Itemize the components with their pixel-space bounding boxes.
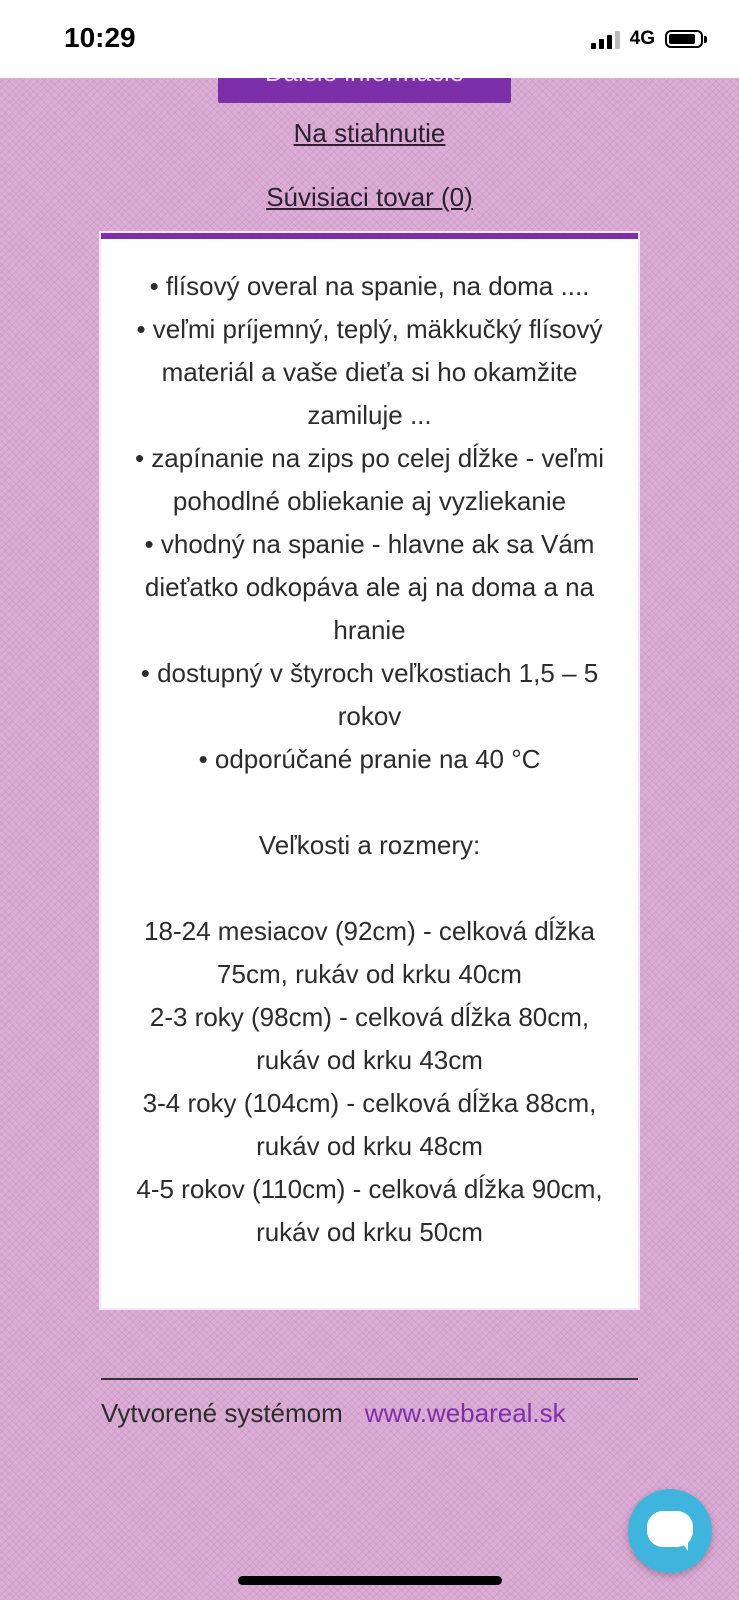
description-bullet: • vhodný na spanie - hlavne ak sa Vám dieťatko odkopáva ale aj na doma a na hranie (144, 529, 595, 645)
download-link[interactable]: Na stiahnutie (293, 118, 446, 148)
status-icons (591, 28, 703, 50)
sizes-heading: Veľkosti a rozmery: (258, 830, 481, 860)
home-indicator[interactable] (238, 1576, 502, 1585)
description-bullet: • flísový overal na spanie, na doma .... (149, 271, 590, 301)
footer-site-link[interactable]: www.webareal.sk (364, 1398, 566, 1428)
size-row: 3-4 roky (104cm) - celková dĺžka 88cm, rukáv od krku 48cm (142, 1088, 597, 1161)
description-bullet: • veľmi príjemný, teplý, mäkkučký flísový materiál a vaše dieťa si ho okamžite zamiluje ... (136, 314, 603, 430)
description-text (101, 239, 638, 1254)
size-row: 4-5 rokov (110cm) - celková dĺžka 90cm, rukáv od krku 50cm (136, 1174, 603, 1247)
description-bullet: • zapínanie na zips po celej dĺžke - veľmi pohodlné obliekanie aj vyzliekanie (134, 443, 605, 516)
size-row: 18-24 mesiacov (92cm) - celková dĺžka 75cm, rukáv od krku 40cm (144, 916, 595, 989)
chat-button[interactable] (628, 1489, 712, 1573)
battery-icon (665, 30, 703, 48)
status-bar (0, 0, 739, 78)
footer-divider (101, 1378, 638, 1380)
status-time: 10:29 (64, 22, 136, 53)
size-row: 2-3 roky (98cm) - celková dĺžka 80cm, rukáv od krku 43cm (149, 1002, 590, 1075)
description-bullet: • odporúčané pranie na 40 °C (198, 744, 541, 774)
description-card (101, 233, 638, 1308)
footer (101, 1398, 566, 1429)
signal-icon (591, 29, 620, 49)
related-products-link[interactable]: Súvisiaci tovar (0) (266, 182, 473, 212)
footer-created-by: Vytvorené systémom (101, 1398, 343, 1428)
description-bullet: • dostupný v štyroch veľkostiach 1,5 – 5 rokov (140, 658, 599, 731)
network-type: 4G (629, 28, 655, 49)
